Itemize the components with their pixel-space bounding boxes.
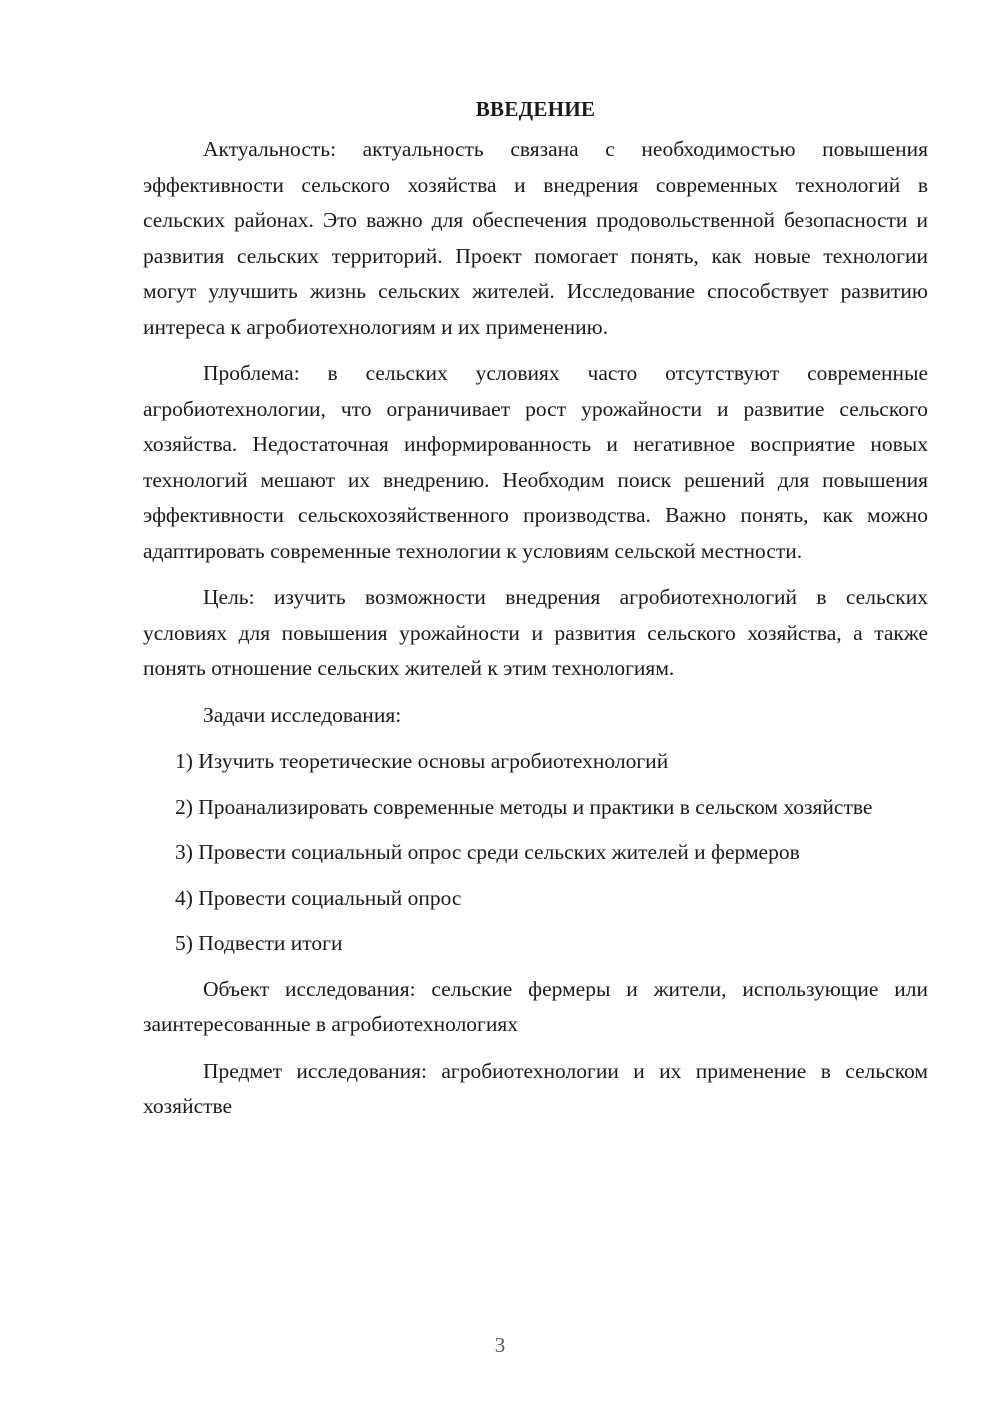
list-item: 1) Изучить теоретические основы агробиотехнологий (175, 749, 669, 773)
goal-paragraph: Цель: изучить возможности внедрения агробиотехнологий в сельских условиях для повышения урожайности и развития сельского хозяйства, а также понять отношение сельских жителей к этим технологиям. (143, 585, 928, 680)
list-item: 4) Провести социальный опрос (175, 885, 462, 910)
subject-paragraph: Предмет исследования: агробиотехнологии и их применение в сельском хозяйстве (143, 1058, 928, 1118)
relevance-paragraph: Актуальность: актуальность связана с необходимостью повышения эффективности сельского хозяйства и внедрения современных технологий в сельских районах. Это важно для обеспечения продовольственной безопасности и развития сельских территорий. Проект помогает понять, как новые технологии могут улучшить жизнь сельских жителей. Исследование способствует развитию интереса к агробиотехнологиям и их применению. (143, 137, 928, 339)
list-item: 2) Проанализировать современные методы и практики в сельском хозяйстве (175, 794, 873, 819)
page-number: 3 (494, 1333, 506, 1357)
list-item: 3) Провести социальный опрос среди сельских жителей и фермеров (175, 840, 800, 864)
document-page (143, 92, 928, 1136)
page-title: ВВЕДЕНИЕ (475, 97, 596, 121)
list-item: 5) Подвести итоги (175, 931, 343, 955)
object-paragraph: Объект исследования: сельские фермеры и жители, использующие или заинтересованные в агробиотехнологиях (143, 976, 928, 1036)
problem-paragraph: Проблема: в сельских условиях часто отсутствуют современные агробиотехнологии, что ограничивает рост урожайности и развитие сельского хозяйства. Недостаточная информированность и негативное восприятие новых технологий мешают их внедрению. Необходим поиск решений для повышения эффективности сельскохозяйственного производства. Важно понять, как можно адаптировать современные технологии к условиям сельской местности. (143, 361, 928, 563)
tasks-heading: Задачи исследования: (203, 702, 402, 727)
tasks-list (143, 744, 928, 962)
